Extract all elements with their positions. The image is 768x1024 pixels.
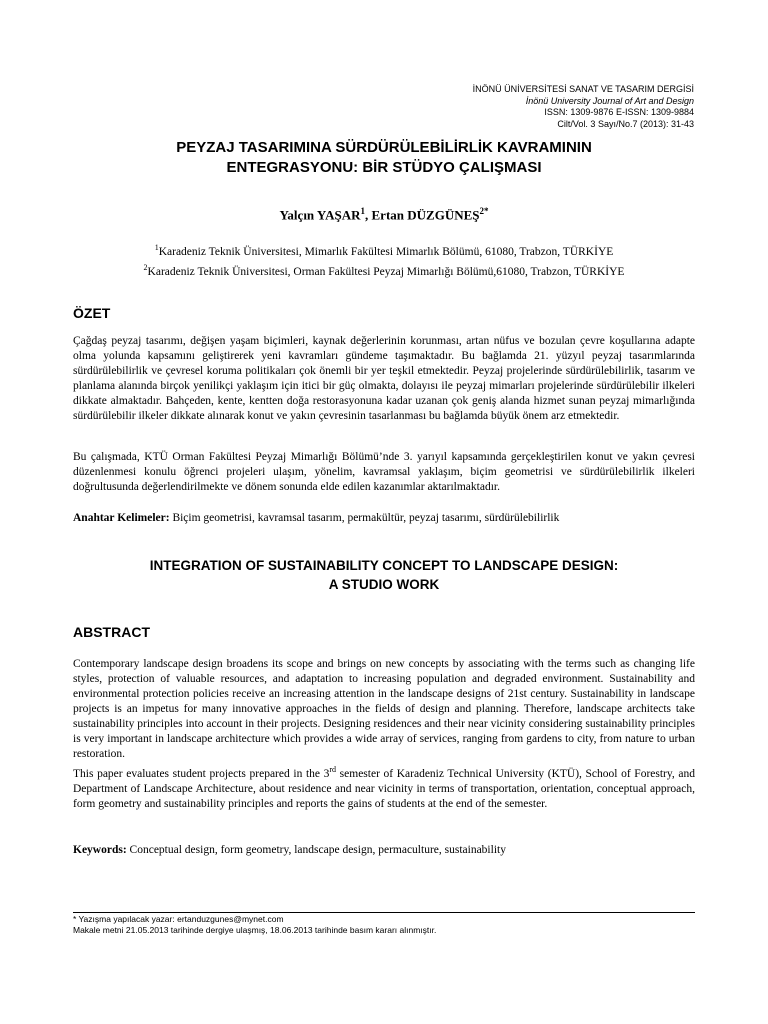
abstract-paragraph-2-pre: This paper evaluates student projects prepared in the 3 [73, 768, 330, 780]
affiliation-1-sup: 1 [154, 243, 159, 252]
author-2-name: Ertan DÜZGÜNEŞ [371, 207, 480, 223]
journal-name-en: İnönü University Journal of Art and Design [525, 95, 694, 106]
affiliation-1-text: Karadeniz Teknik Üniversitesi, Mimarlık Fakültesi Mimarlık Bölümü, 61080, Trabzon, TÜRKİYE [158, 245, 614, 258]
affiliation-2-text: Karadeniz Teknik Üniversitesi, Orman Fakültesi Peyzaj Mimarlığı Bölümü,61080, Trabzon, TÜRKİYE [147, 265, 625, 278]
title-english-line1: INTEGRATION OF SUSTAINABILITY CONCEPT TO LANDSCAPE DESIGN: [149, 558, 619, 573]
footnote-divider [73, 912, 695, 913]
author-1-name: Yalçın YAŞAR [279, 207, 361, 223]
affiliation-2 [60, 260, 708, 280]
journal-issn: ISSN: 1309-9876 E-ISSN: 1309-9884 [544, 107, 694, 118]
ozet-heading: ÖZET [73, 305, 111, 321]
ozet-keywords [73, 511, 695, 526]
ozet-keywords-text: Biçim geometrisi, kavramsal tasarım, permakültür, peyzaj tasarımı, sürdürülebilirlik [169, 512, 560, 524]
abstract-keywords-text: Conceptual design, form geometry, landscape design, permaculture, sustainability [126, 844, 506, 856]
abstract-heading: ABSTRACT [73, 624, 150, 640]
title-english [60, 556, 708, 594]
author-separator: , [365, 207, 372, 223]
affiliation-1 [60, 240, 708, 260]
ozet-paragraph-2: Bu çalışmada, KTÜ Orman Fakültesi Peyzaj Mimarlığı Bölümü’nde 3. yarıyıl kapsamında gerçekleştirilen konut ve yakın çevresi düzenlenmesi konulu öğrenci projeleri ulaşım, yönelim, kavramsal yaklaşım, biçim geometrisi ve sürdürülebilirlik ilkeleri doğrultusunda değerlendirilmekte ve dönem sonunda elde edilen kazanımlar aktarılmaktadır. [73, 451, 695, 493]
title-english-line2: A STUDIO WORK [328, 577, 440, 592]
title-turkish [60, 138, 708, 178]
ozet-paragraph-1: Çağdaş peyzaj tasarımı, değişen yaşam biçimleri, kaynak değerlerinin korunması, artan nüfus ve bozulan çevre koşullarına adapte olma yolunda kapsamını geliştirerek yeni kavramları gündeme taşımaktadır. Bu bağlamda 21. yüzyıl peyzaj tasarımlarında sürdürülebilirlik ve çevresel koruma politikaları çok önemli bir yer teşkil etmektedir. Peyzaj projelerinde sürdürülebilirlik, tasarım ve planlama alanında birçok yenilikçi yaklaşım için itici bir güç olmakta, dolayısı ile peyzaj mimarları projelerinde sürdürülebilir ilkeleri dikkate almaktadır. Bahçeden, kente, kentten doğa restorasyonuna kadar uzanan çok geniş alanda hizmet sunan peyzaj mimarlığında sürdürülebilir ilkeler dikkate alınarak konut ve yakın çevresinin tasarlanması bu bağlamda büyük önem arz etmektedir. [73, 335, 695, 422]
affiliations [60, 240, 708, 280]
author-1-sup: 1 [360, 206, 366, 216]
abstract-paragraph-2-sup: rd [329, 765, 337, 775]
affiliation-2-sup: 2 [143, 262, 148, 272]
journal-volume: Cilt/Vol. 3 Sayı/No.7 (2013): 31-43 [557, 118, 694, 129]
author-2-sup: 2* [479, 206, 489, 216]
abstract-keywords [73, 843, 695, 858]
title-turkish-line2: ENTEGRASYONU: BİR STÜDYO ÇALIŞMASI [226, 159, 542, 176]
ozet-keywords-label: Anahtar Kelimeler: [73, 512, 170, 524]
footnote-correspondence: * Yazışma yapılacak yazar: ertanduzgunes@mynet.com [73, 914, 284, 924]
journal-header [473, 84, 694, 130]
abstract-paragraph-2 [73, 767, 695, 812]
journal-name-tr: İNÖNÜ ÜNİVERSİTESİ SANAT VE TASARIM DERGİSİ [472, 84, 694, 94]
abstract-keywords-label: Keywords: [73, 844, 127, 856]
footnote-dates: Makale metni 21.05.2013 tarihinde dergiye ulaşmış, 18.06.2013 tarihinde basım kararı alınmıştır. [73, 925, 437, 935]
authors [60, 206, 708, 223]
footnote [73, 914, 436, 936]
abstract-paragraph-2-post: semester of Karadeniz Technical University (KTÜ), School of Forestry, and Department of Landscape Architecture, about residence and near vicinity in terms of transportation, orientation, conceptual approach, form geometry and sustainability principles and reports the gains of students at the end of the semester. [73, 768, 695, 810]
abstract-paragraph-1: Contemporary landscape design broadens its scope and brings on new concepts by associating with the terms such as changing life styles, protection of valuable resources, and adaptation to increasing population and degraded environment. Sustainability and environmental protection policies receive an increasing attention in the landscape designs of 21st century. Sustainability in landscape projects is an impetus for many innovative approaches in the fields of design and planning. Therefore, landscape architects take sustainability principles into account in their projects. Designing residences and their near vicinity considering sustainability principles is very important in landscape architecture which provides a wide array of services, ranging from gardens to city, from nature to urban restoration. [73, 658, 695, 760]
title-turkish-line1: PEYZAJ TASARIMINA SÜRDÜRÜLEBİLİRLİK KAVRAMININ [176, 139, 592, 156]
